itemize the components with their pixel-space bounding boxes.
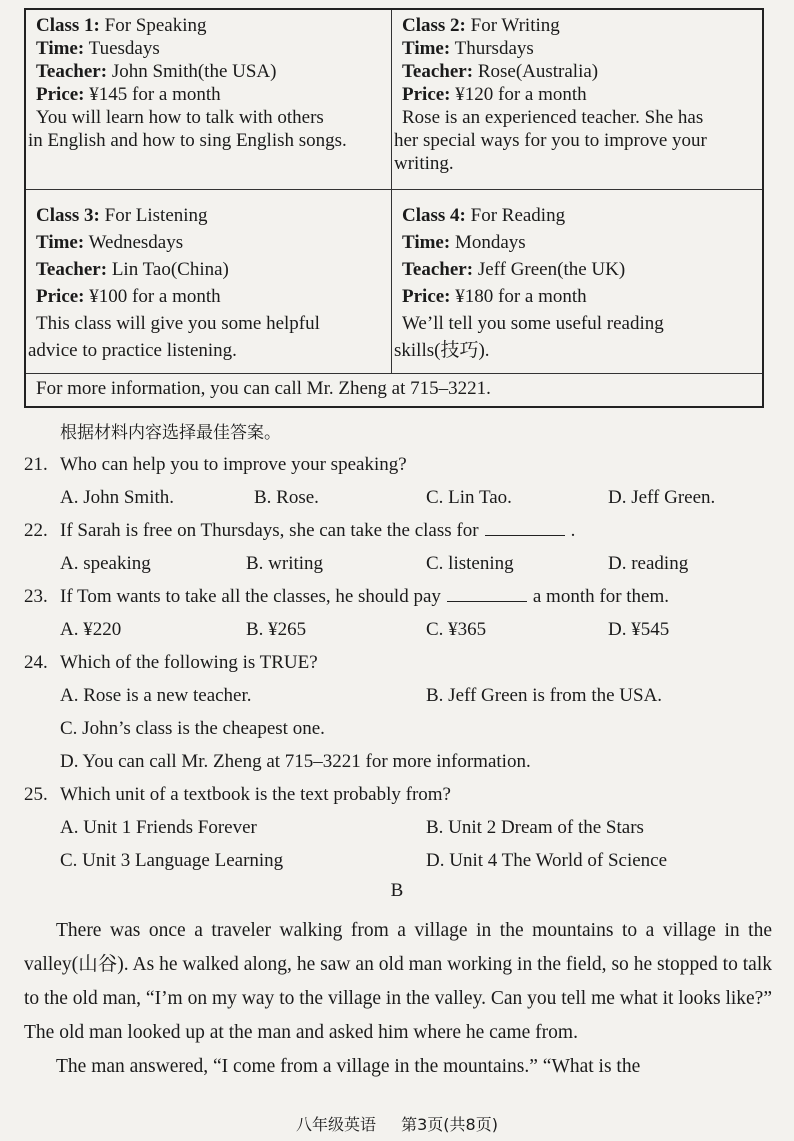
question-23-option-b: B. ¥265	[246, 619, 307, 640]
question-23-number: 23.	[24, 586, 48, 607]
class-1-teacher-value: John Smith(the USA)	[111, 61, 277, 82]
question-23-stem-end: a month for them.	[532, 586, 670, 607]
question-24-number: 24.	[24, 652, 48, 673]
class-4-time-value: Mondays	[454, 232, 526, 253]
class-2-desc-text-1: Rose is an experienced teacher. She has	[402, 107, 704, 128]
class-3-heading	[36, 204, 385, 227]
class-4-desc-text-1: We’ll tell you some useful reading	[402, 313, 664, 334]
class-1-desc-text-1: You will learn how to talk with others	[36, 107, 324, 128]
question-25-option-d: D. Unit 4 The World of Science	[426, 850, 668, 871]
question-25-option-b: B. Unit 2 Dream of the Stars	[426, 817, 644, 838]
class-2-time-label: Time:	[402, 38, 451, 59]
class-2-teacher	[402, 60, 756, 83]
class-4-teacher-label: Teacher:	[402, 259, 474, 280]
class-3-time-label: Time:	[36, 232, 85, 253]
class-4-cell	[392, 190, 762, 374]
class-1-price-label: Price:	[36, 84, 85, 105]
class-4-teacher	[402, 258, 756, 281]
class-2-teacher-value: Rose(Australia)	[477, 61, 599, 82]
passage-paragraph-2: The man answered, “I come from a village in the mountains.” “What is the	[56, 1056, 641, 1077]
class-2-heading-value: For Writing	[470, 15, 560, 36]
question-21-options	[24, 481, 770, 514]
class-3-teacher	[36, 258, 385, 281]
class-4-heading	[402, 204, 756, 227]
question-23-option-d: D. ¥545	[608, 619, 670, 640]
class-2-price-label: Price:	[402, 84, 451, 105]
class-2-desc-line-2: her special ways for you to improve your	[394, 130, 707, 151]
question-24-options-row-1	[24, 679, 770, 712]
class-1-time	[36, 37, 385, 60]
class-4-desc-line-2: skills(技巧).	[394, 340, 490, 361]
question-24-options-row-2	[24, 712, 770, 745]
class-1-desc-line-1	[36, 106, 385, 129]
class-3-cell	[26, 190, 392, 374]
question-24-option-b: B. Jeff Green is from the USA.	[426, 685, 663, 706]
question-25-option-c: C. Unit 3 Language Learning	[60, 850, 284, 871]
class-3-price-value: ¥100 for a month	[89, 286, 221, 307]
question-21-option-b: B. Rose.	[254, 487, 319, 508]
class-3-heading-value: For Listening	[104, 205, 208, 226]
question-22-option-c: C. listening	[426, 553, 514, 574]
question-24-option-d: D. You can call Mr. Zheng at 715–3221 for more information.	[60, 751, 531, 772]
questions-section	[24, 418, 770, 877]
class-4-price	[402, 285, 756, 308]
footer-subject: 八年级英语	[296, 1115, 377, 1134]
question-23	[24, 580, 770, 613]
question-22-option-a: A. speaking	[60, 553, 151, 574]
section-b-heading: B	[390, 880, 404, 901]
page-footer	[0, 1112, 794, 1135]
question-22-stem: If Sarah is free on Thursdays, she can take the class for	[60, 520, 479, 541]
question-21	[24, 448, 770, 481]
reading-passage	[24, 914, 772, 1084]
class-4-heading-value: For Reading	[470, 205, 566, 226]
class-4-time	[402, 231, 756, 254]
class-2-time	[402, 37, 756, 60]
class-3-price-label: Price:	[36, 286, 85, 307]
class-1-heading-value: For Speaking	[104, 15, 207, 36]
class-2-price	[402, 83, 756, 106]
question-22-options	[24, 547, 770, 580]
class-3-heading-label: Class 3:	[36, 205, 100, 226]
class-3-desc-line-2: advice to practice listening.	[28, 340, 237, 361]
class-1-desc-line-2: in English and how to sing English songs.	[28, 130, 347, 151]
class-1-cell	[26, 10, 392, 190]
question-21-number: 21.	[24, 454, 48, 475]
class-1-teacher	[36, 60, 385, 83]
question-22-option-b: B. writing	[246, 553, 324, 574]
question-24-stem: Which of the following is TRUE?	[60, 652, 318, 673]
question-23-option-a: A. ¥220	[60, 619, 122, 640]
class-1-price	[36, 83, 385, 106]
class-4-desc-line-1	[402, 312, 756, 335]
question-24-option-c: C. John’s class is the cheapest one.	[60, 718, 325, 739]
class-2-teacher-label: Teacher:	[402, 61, 474, 82]
question-24-option-a: A. Rose is a new teacher.	[60, 685, 252, 706]
class-2-heading-label: Class 2:	[402, 15, 466, 36]
class-1-heading	[36, 14, 385, 37]
class-3-price	[36, 285, 385, 308]
class-3-time	[36, 231, 385, 254]
instruction: 根据材料内容选择最佳答案。	[60, 423, 281, 443]
question-24-options-row-3	[24, 745, 770, 778]
class-1-time-label: Time:	[36, 38, 85, 59]
class-4-teacher-value: Jeff Green(the UK)	[477, 259, 626, 280]
question-22-option-d: D. reading	[608, 553, 689, 574]
class-4-heading-label: Class 4:	[402, 205, 466, 226]
question-24	[24, 646, 770, 679]
question-22-stem-end: .	[570, 520, 576, 541]
class-4-price-label: Price:	[402, 286, 451, 307]
class-2-desc-line-1	[402, 106, 756, 129]
class-1-heading-label: Class 1:	[36, 15, 100, 36]
question-23-option-c: C. ¥365	[426, 619, 487, 640]
class-2-heading	[402, 14, 756, 37]
question-25-stem: Which unit of a textbook is the text probably from?	[60, 784, 451, 805]
question-22-number: 22.	[24, 520, 48, 541]
class-4-price-value: ¥180 for a month	[455, 286, 587, 307]
class-1-time-value: Tuesdays	[88, 38, 160, 59]
class-3-time-value: Wednesdays	[88, 232, 184, 253]
question-23-blank	[447, 581, 527, 602]
class-4-time-label: Time:	[402, 232, 451, 253]
passage-paragraph-1: There was once a traveler walking from a village in the mountains to a village in the valley(山谷). As he walked along, he saw an old man working in the field, so he stopped to talk to the old man, “I’m on my way to the village in the valley. Can you tell me what it looks like?” The old man looked up at the man and asked him where he came from.	[24, 920, 772, 1043]
class-2-price-value: ¥120 for a month	[455, 84, 587, 105]
question-21-stem: Who can help you to improve your speaking?	[60, 454, 407, 475]
class-1-teacher-label: Teacher:	[36, 61, 108, 82]
class-2-desc-line-3: writing.	[394, 153, 454, 174]
class-3-desc-text-1: This class will give you some helpful	[36, 313, 320, 334]
question-25-number: 25.	[24, 784, 48, 805]
question-22	[24, 514, 770, 547]
question-25	[24, 778, 770, 811]
question-25-options-row-1	[24, 811, 770, 844]
question-23-options	[24, 613, 770, 646]
class-1-price-value: ¥145 for a month	[89, 84, 221, 105]
class-3-teacher-label: Teacher:	[36, 259, 108, 280]
question-21-option-d: D. Jeff Green.	[608, 487, 716, 508]
question-21-option-a: A. John Smith.	[60, 487, 175, 508]
question-25-options-row-2	[24, 844, 770, 877]
info-line: For more information, you can call Mr. Zheng at 715–3221.	[36, 378, 491, 399]
footer-page-number: 第3页(共8页)	[401, 1115, 498, 1134]
class-2-time-value: Thursdays	[454, 38, 534, 59]
class-3-teacher-value: Lin Tao(China)	[111, 259, 229, 280]
question-23-stem: If Tom wants to take all the classes, he should pay	[60, 586, 441, 607]
question-22-blank	[485, 515, 565, 536]
question-25-option-a: A. Unit 1 Friends Forever	[60, 817, 257, 838]
class-3-desc-line-1	[36, 312, 385, 335]
question-21-option-c: C. Lin Tao.	[426, 487, 512, 508]
class-2-cell	[392, 10, 762, 190]
class-ad-table	[24, 8, 764, 408]
